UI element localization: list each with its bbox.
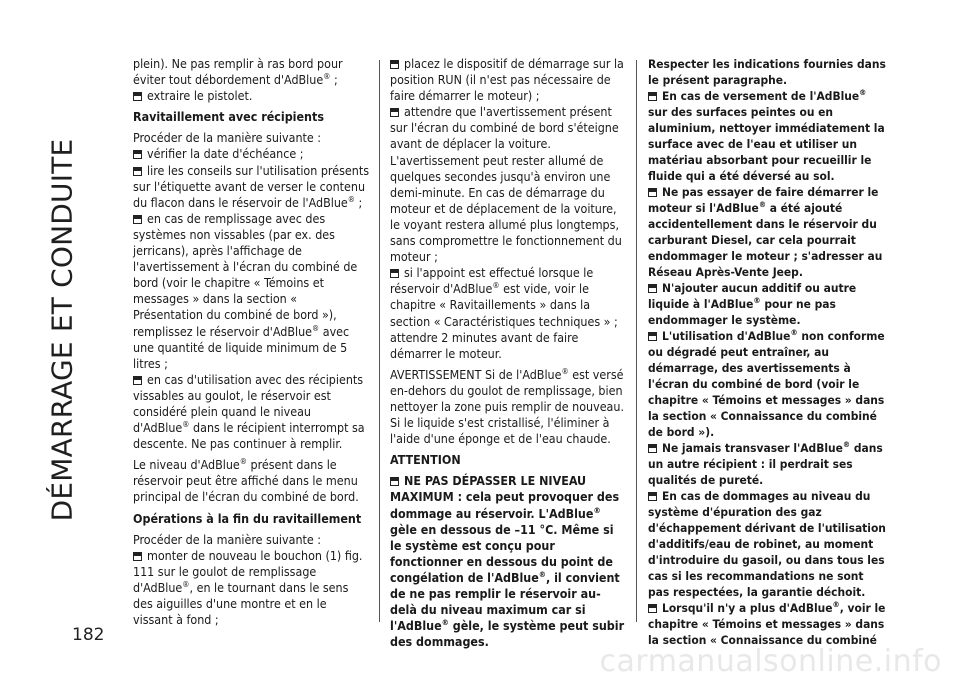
text-column-3 <box>648 56 888 653</box>
checkbox-bullet-icon <box>133 150 142 159</box>
watermark: carmanualsonline.info <box>599 644 942 679</box>
checkbox-bullet-icon <box>133 167 142 176</box>
checkbox-bullet-icon <box>648 444 657 453</box>
paragraph: Le niveau d'AdBlue® présent dans le réservoir peut être affiché dans le menu principal de l'écran du combiné de bord. <box>133 457 359 505</box>
column-divider-1 <box>379 60 380 622</box>
paragraph: AVERTISSEMENT Si de l'AdBlue® est versé en-dehors du goulot de remplissage, bien nettoyer la zone puis remplir de nouveau. Si le liquide s'est cristallisé, l'éliminer à l'aide d'une éponge et de l'eau chaude. <box>390 366 624 447</box>
warning-paragraph: Respecter les indications fournies dans le présent paragraphe. En cas de versement de l'AdBlue® sur des surfaces peintes ou en aluminium, nettoyer immédiatement la surface avec de l'eau et utiliser un matériau absorbant pour recueillir le fluide qui a été déversé au sol. Ne pas essayer de faire démarrer le moteur si l'AdBlue® a été ajouté accidentellement dans le réservoir du carburant Diesel, car cela pourrait endommager le moteur ; s'adresser au Réseau Après-Vente Jeep. N'ajouter aucun additif ou autre liquide à l'AdBlue® pour ne pas endommager le système. L'utilisation d'AdBlue® non conforme ou dégradé peut entraîner, au démarrage, des avertissements à l'écran du combiné de bord (voir le chapitre « Témoins et messages » dans la section « Connaissance du combiné de bord »). Ne jamais transvaser l'AdBlue® dans un autre récipient : il perdrait ses qualités de pureté. En cas de dommages au niveau du système d'épuration des gaz d'échappement dérivant de l'utilisation d'additifs/eau de robinet, au moment d'introduire du gasoil, ou dans tous les cas si les recommandations ne sont pas respectées, la garantie déchoit. Lorsqu'il n'y a plus d'AdBlue®, voir le chapitre « Témoins et messages » dans la section « Connaissance du combiné <box>648 57 886 647</box>
paragraph: Procéder de la manière suivante : monter de nouveau le bouchon (1) fig. 111 sur le goulot de remplissage d'AdBlue®, en le tournant dans le sens des aiguilles d'une montre et en le vissant à fond ; <box>133 531 363 628</box>
text-column-2 <box>390 56 626 655</box>
checkbox-bullet-icon <box>648 92 657 101</box>
section-title: DÉMARRAGE ET CONDUITE <box>45 138 79 522</box>
attention-heading: ATTENTION <box>390 452 461 468</box>
paragraph: Procéder de la manière suivante : vérifier la date d'échéance ; lire les conseils sur l'utilisation présents sur l'étiquette avant de verser le contenu du flacon dans le réservoir de l'AdBlue® ; en cas de remplissage avec des systèmes non vissables (par ex. des jerricans), après l'affichage de l'avertissement à l'écran du combiné de bord (voir le chapitre « Témoins et messages » dans la section « Présentation du combiné de bord »), remplissez le réservoir d'AdBlue® avec une quantité de liquide minimum de 5 litres ; en cas d'utilisation avec des récipients vissables au goulot, le réservoir est considéré plein quand le niveau d'AdBlue® dans le récipient interrompt sa descente. Ne pas continuer à remplir. <box>133 130 370 452</box>
checkbox-bullet-icon <box>648 284 657 293</box>
checkbox-bullet-icon <box>133 92 142 101</box>
checkbox-bullet-icon <box>648 492 657 501</box>
text-column-1 <box>133 56 369 633</box>
checkbox-bullet-icon <box>648 604 657 613</box>
checkbox-bullet-icon <box>390 108 399 117</box>
checkbox-bullet-icon <box>133 376 142 385</box>
checkbox-bullet-icon <box>390 60 399 69</box>
paragraph: plein). Ne pas remplir à ras bord pour éviter tout débordement d'AdBlue® ; extraire le pistolet. <box>133 56 343 104</box>
page-number: 182 <box>72 625 105 645</box>
subheading: Ravitaillement avec récipients <box>133 109 324 125</box>
checkbox-bullet-icon <box>133 552 142 561</box>
checkbox-bullet-icon <box>390 269 399 278</box>
column-divider-2 <box>636 60 637 622</box>
warning-paragraph: NE PAS DÉPASSER LE NIVEAU MAXIMUM : cela peut provoquer des dommage au réservoir. L'AdBlue® gèle en dessous de –11 °C. Même si le système est conçu pour fonctionner en dessous du point de congélation de l'AdBlue®, il convient de ne pas remplir le réservoir au-delà du niveau maximum car si l'AdBlue® gèle, le système peut subir des dommages. <box>390 473 625 650</box>
checkbox-bullet-icon <box>390 477 399 486</box>
subheading: Opérations à la fin du ravitaillement <box>133 510 362 526</box>
checkbox-bullet-icon <box>648 332 657 341</box>
paragraph: placez le dispositif de démarrage sur la position RUN (il n'est pas nécessaire de faire démarrer le moteur) ; attendre que l'avertissement présent sur l'écran du combiné de bord s'éteigne avant de déplacer la voiture. L'avertissement peut rester allumé de quelques secondes jusqu'à environ une demi-minute. En cas de démarrage du moteur et de déplacement de la voiture, le voyant restera allumé plus longtemps, sans compromettre le fonctionnement du moteur ; si l'appoint est effectué lorsque le réservoir d'AdBlue® est vide, voir le chapitre « Ravitaillements » dans la section « Caractéristiques techniques » ; attendre 2 minutes avant de faire démarrer le moteur. <box>390 56 624 361</box>
checkbox-bullet-icon <box>648 188 657 197</box>
checkbox-bullet-icon <box>133 215 142 224</box>
